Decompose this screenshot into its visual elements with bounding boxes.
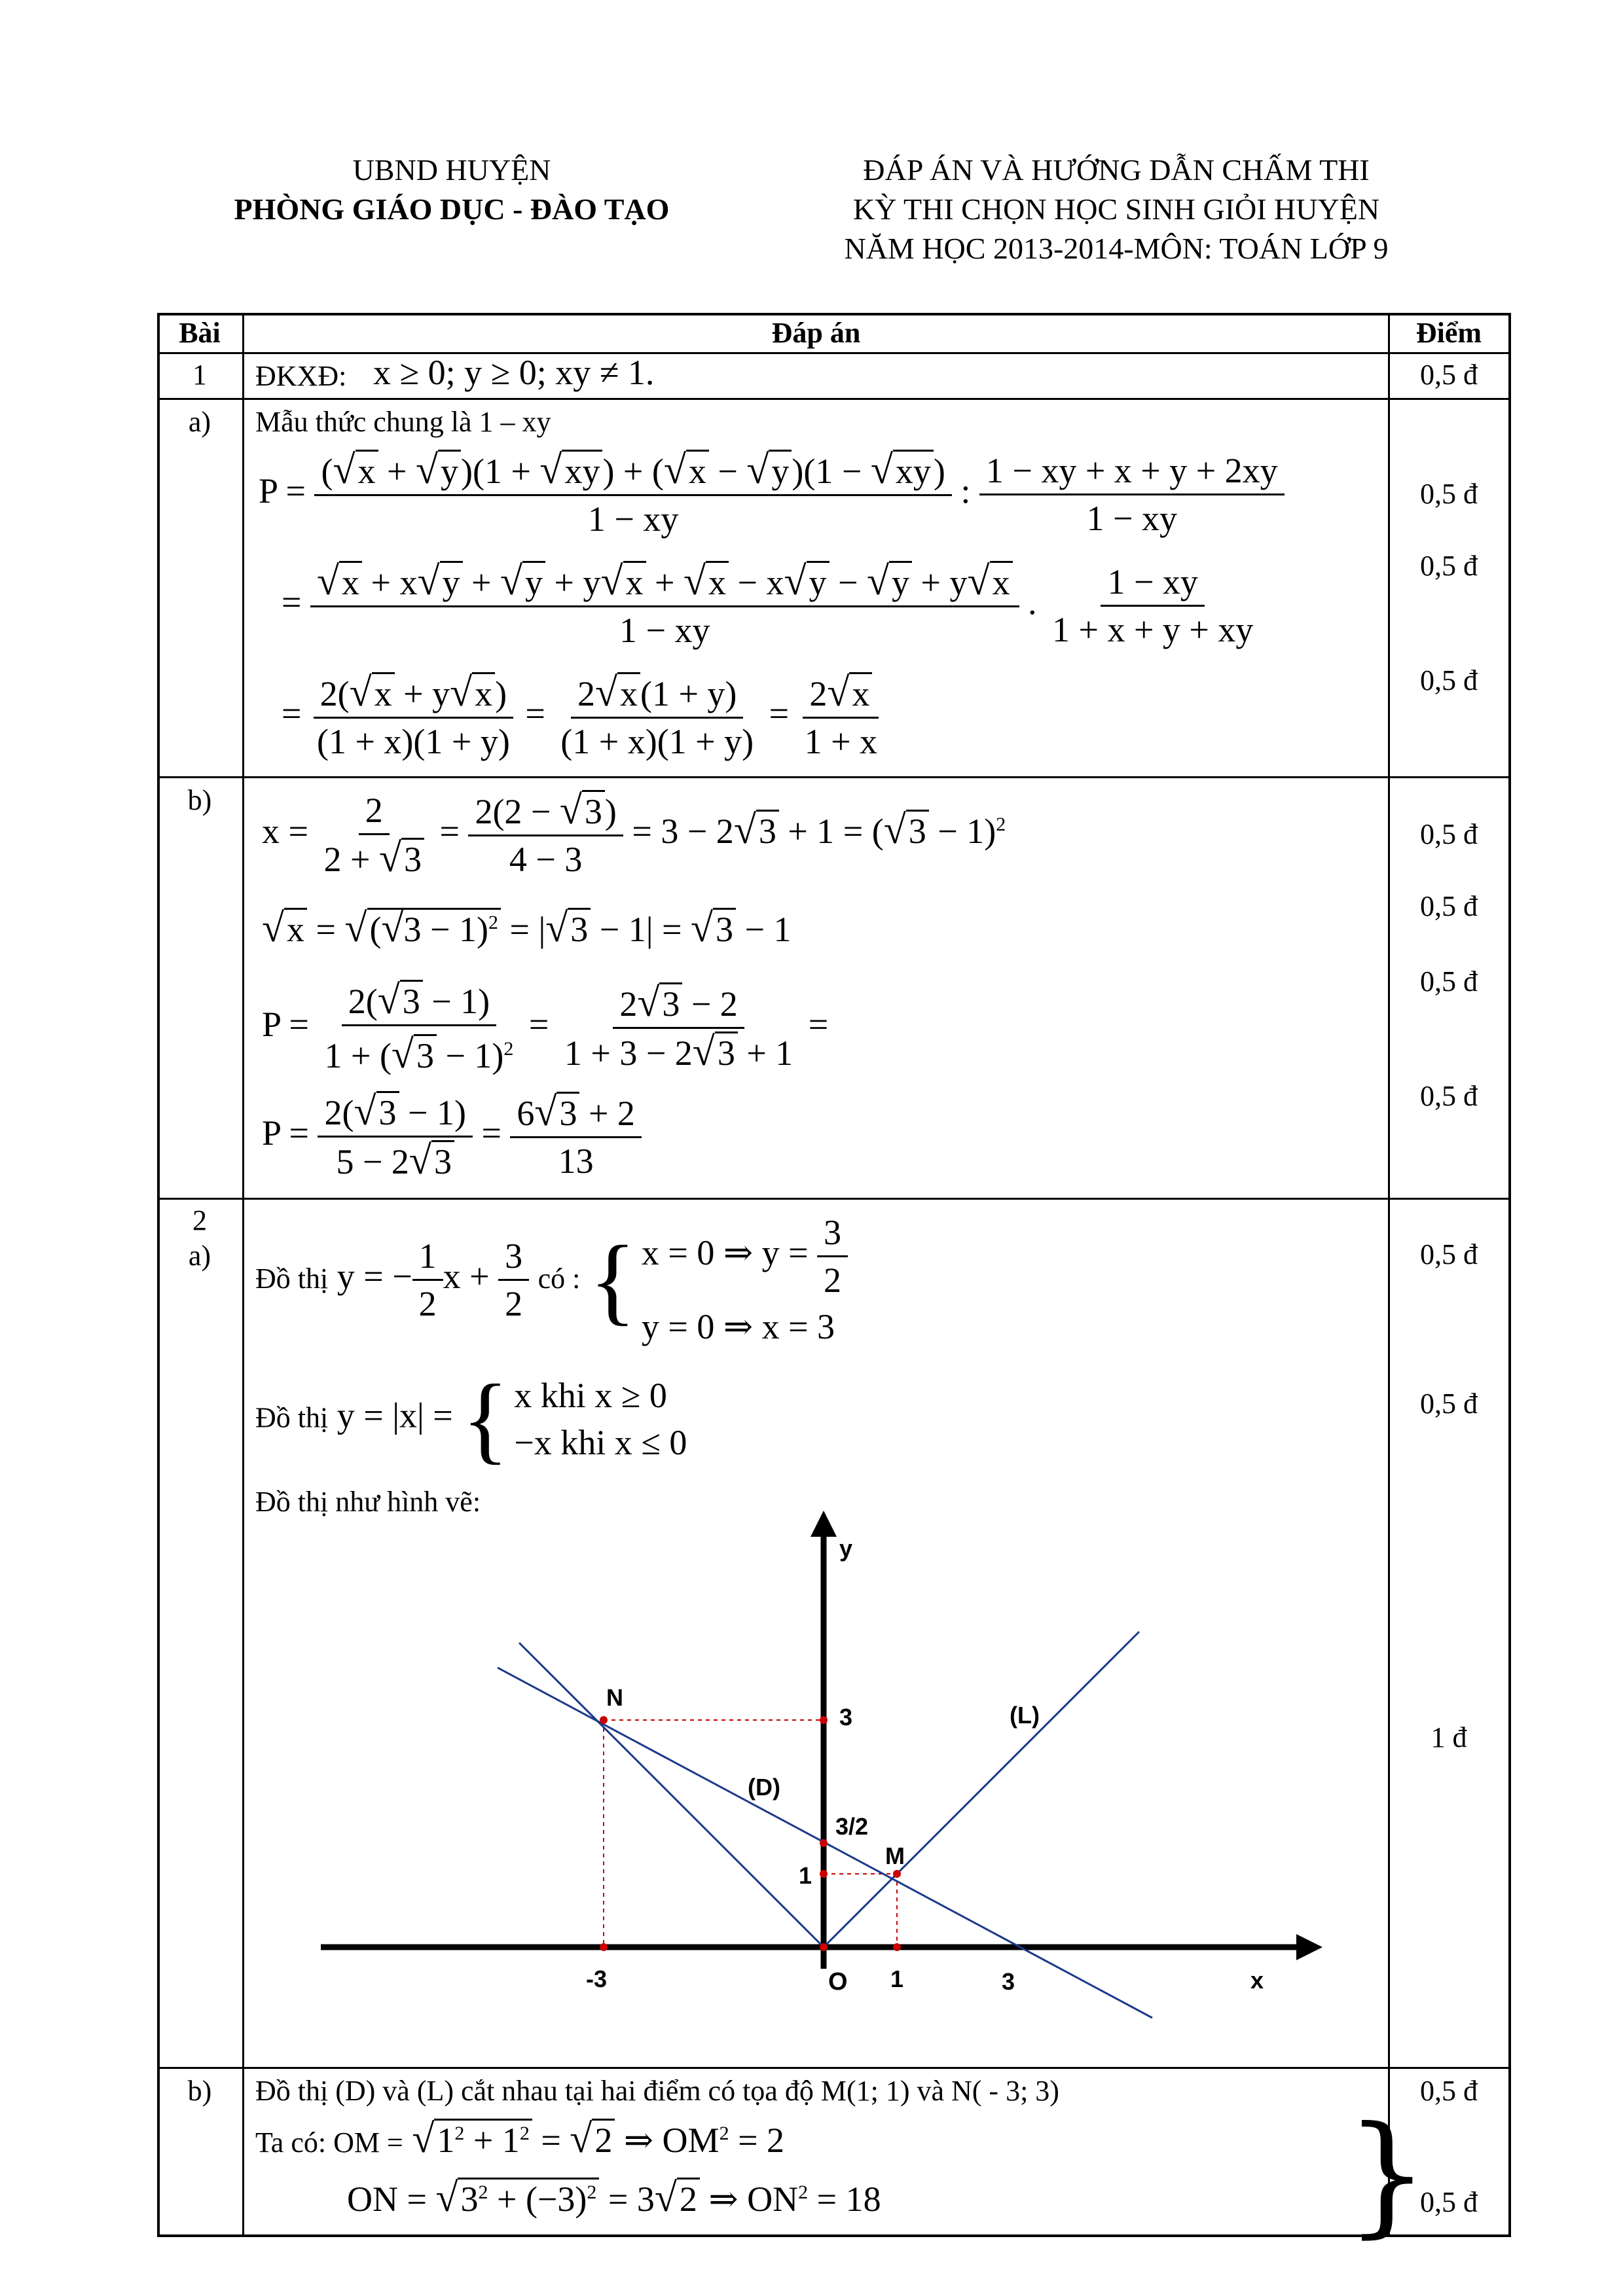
function-graph: [157, 313, 1511, 2237]
score-1b-1: 0,5 đ: [1420, 818, 1478, 850]
formula-x-value: x = $\frac{2}{2 + √3}$ = $\frac{2(2 - √3)}{4 - 3}$ = $3 - 2√3 + 1 = (√3 - 1)^2$: [262, 788, 1006, 880]
score-1a-3: 0,5 đ: [1420, 664, 1478, 696]
score-1a-1: 0,5 đ: [1420, 478, 1478, 510]
col-header-dapan: Đáp án: [771, 317, 861, 349]
header-left: [164, 151, 740, 229]
label-y: y: [839, 1535, 853, 1562]
point-N: [600, 1716, 608, 1724]
formula-om: Ta có: OM = $√1^2 + 1^2 = √2$ ⇒ $OM^2 = 2$: [255, 2117, 785, 2161]
graph-caption: Đồ thị như hình vẽ:: [255, 1486, 481, 1518]
graph-d-label: Đồ thị: [255, 1262, 329, 1295]
department-name: PHÒNG GIÁO DỤC - ĐÀO TẠO: [234, 192, 670, 226]
label-M: M: [885, 1842, 905, 1869]
bai-2: 2: [192, 1204, 207, 1236]
intersection-text: Đồ thị (D) và (L) cắt nhau tại hai điểm có tọa độ M(1; 1) và N( - 3; 3): [255, 2075, 1059, 2107]
formula-sqrt-x: $√x = √(√3 - 1)^2 = |√3 - 1| = √3 - 1$: [262, 906, 792, 950]
label-x: x: [1250, 1967, 1264, 1994]
formula-p-step2: = $\frac{√x + x√y + √y + y√x + √x - x√y - √y + y√x}{1 - xy}$ . $\frac{1 - xy}{1 + x + y + xy}$: [282, 559, 1254, 650]
score-1b-3: 0,5 đ: [1420, 965, 1478, 997]
formula-on: ON = $√3^2 + (-3)^2 = 3√2$ ⇒ $ON^2 = 18$: [347, 2176, 881, 2220]
condition-label: ĐKXĐ:: [255, 360, 347, 392]
answer-table: [157, 313, 1511, 2251]
header-right: [740, 151, 1493, 268]
graph-l-equation: Đồ thị y = |x| = { x khi x ≥ 0 −x khi x ≤ 0: [255, 1365, 687, 1473]
score-2b-1: 0,5 đ: [1420, 2075, 1478, 2107]
label-D: (D): [748, 1774, 780, 1801]
label-O: O: [828, 1968, 848, 1996]
label-N: N: [606, 1684, 623, 1711]
graph-d-co: có :: [538, 1262, 581, 1295]
bai-2b: b): [187, 2075, 212, 2107]
formula-p-b2: P = $\frac{2(√3 - 1)}{5 - 2√3}$ = $\frac{6√3 + 2}{13}$: [262, 1088, 642, 1185]
ta-co-label: Ta có: OM =: [255, 2126, 403, 2159]
score-2a-1: 0,5 đ: [1420, 1238, 1478, 1270]
tick-y3: 3: [839, 1704, 853, 1731]
score-1b-4: 0,5 đ: [1420, 1080, 1478, 1112]
label-L: (L): [1010, 1702, 1040, 1729]
tick-x1: 1: [890, 1965, 904, 1992]
bai-1: 1: [192, 359, 207, 391]
condition-math: x ≥ 0; y ≥ 0; xy ≠ 1.: [373, 353, 655, 392]
formula-p-step1: P = $\frac{(√x + √y)(1 + √xy) + (√x - √y)(1 - √xy)}{1 - xy}$ : $\frac{1 - xy + x + y + 2xy}{1 - xy}$: [259, 447, 1285, 542]
score-2a-2: 0,5 đ: [1420, 1388, 1478, 1420]
graph-d-equation: Đồ thị y = − $\frac{1}{2}$ x + $\frac{3}{2}$ có : { x = 0 ⇒ y = $\frac{3}{2}$ y = 0 ⇒ x = 3: [255, 1210, 848, 1350]
y-axis-arrow: [811, 1511, 837, 1537]
tick-y32: 3/2: [835, 1813, 869, 1840]
doc-title: ĐÁP ÁN VÀ HƯỚNG DẪN CHẤM THI: [863, 153, 1370, 187]
common-denominator-text: Mẫu thức chung là 1 – xy: [255, 406, 551, 438]
col-header-diem: Điểm: [1415, 317, 1482, 349]
bai-1b: b): [187, 784, 212, 816]
score-1: 0,5 đ: [1420, 359, 1478, 391]
score-1a-2: 0,5 đ: [1420, 550, 1478, 582]
score-2a-3: 1 đ: [1431, 1721, 1467, 1753]
score-2b-2: 0,5 đ: [1420, 2186, 1478, 2218]
score-brace: }: [1345, 2098, 1429, 2251]
x-axis-arrow: [1296, 1934, 1322, 1960]
district-name: UBND HUYỆN: [352, 153, 551, 187]
formula-p-b1: P = $\frac{2(√3 - 1)}{1 + (√3 - 1)^2}$ = $\frac{2√3 - 2}{1 + 3 - 2√3 + 1}$ =: [262, 978, 829, 1077]
col-header-bai: Bài: [179, 317, 221, 349]
bai-2a: a): [188, 1240, 211, 1272]
tick-xm3: -3: [586, 1965, 608, 1992]
formula-p-step3: = $\frac{2(√x + y√x)}{(1 + x)(1 + y)}$ = $\frac{2√x(1 + y)}{(1 + x)(1 + y)}$ = $\frac{2√x}{1 + x}$: [282, 670, 884, 764]
bai-1a: a): [188, 406, 211, 438]
graph-l-label: Đồ thị: [255, 1401, 329, 1434]
tick-x3: 3: [1002, 1968, 1015, 1995]
exam-name: KỲ THI CHỌN HỌC SINH GIỎI HUYỆN: [852, 192, 1380, 226]
tick-y1: 1: [799, 1862, 812, 1889]
line-L-right: [824, 1632, 1139, 1947]
exam-year-subject: NĂM HỌC 2013-2014-MÔN: TOÁN LỚP 9: [844, 232, 1389, 265]
score-1b-2: 0,5 đ: [1420, 890, 1478, 922]
point-M: [893, 1870, 901, 1878]
